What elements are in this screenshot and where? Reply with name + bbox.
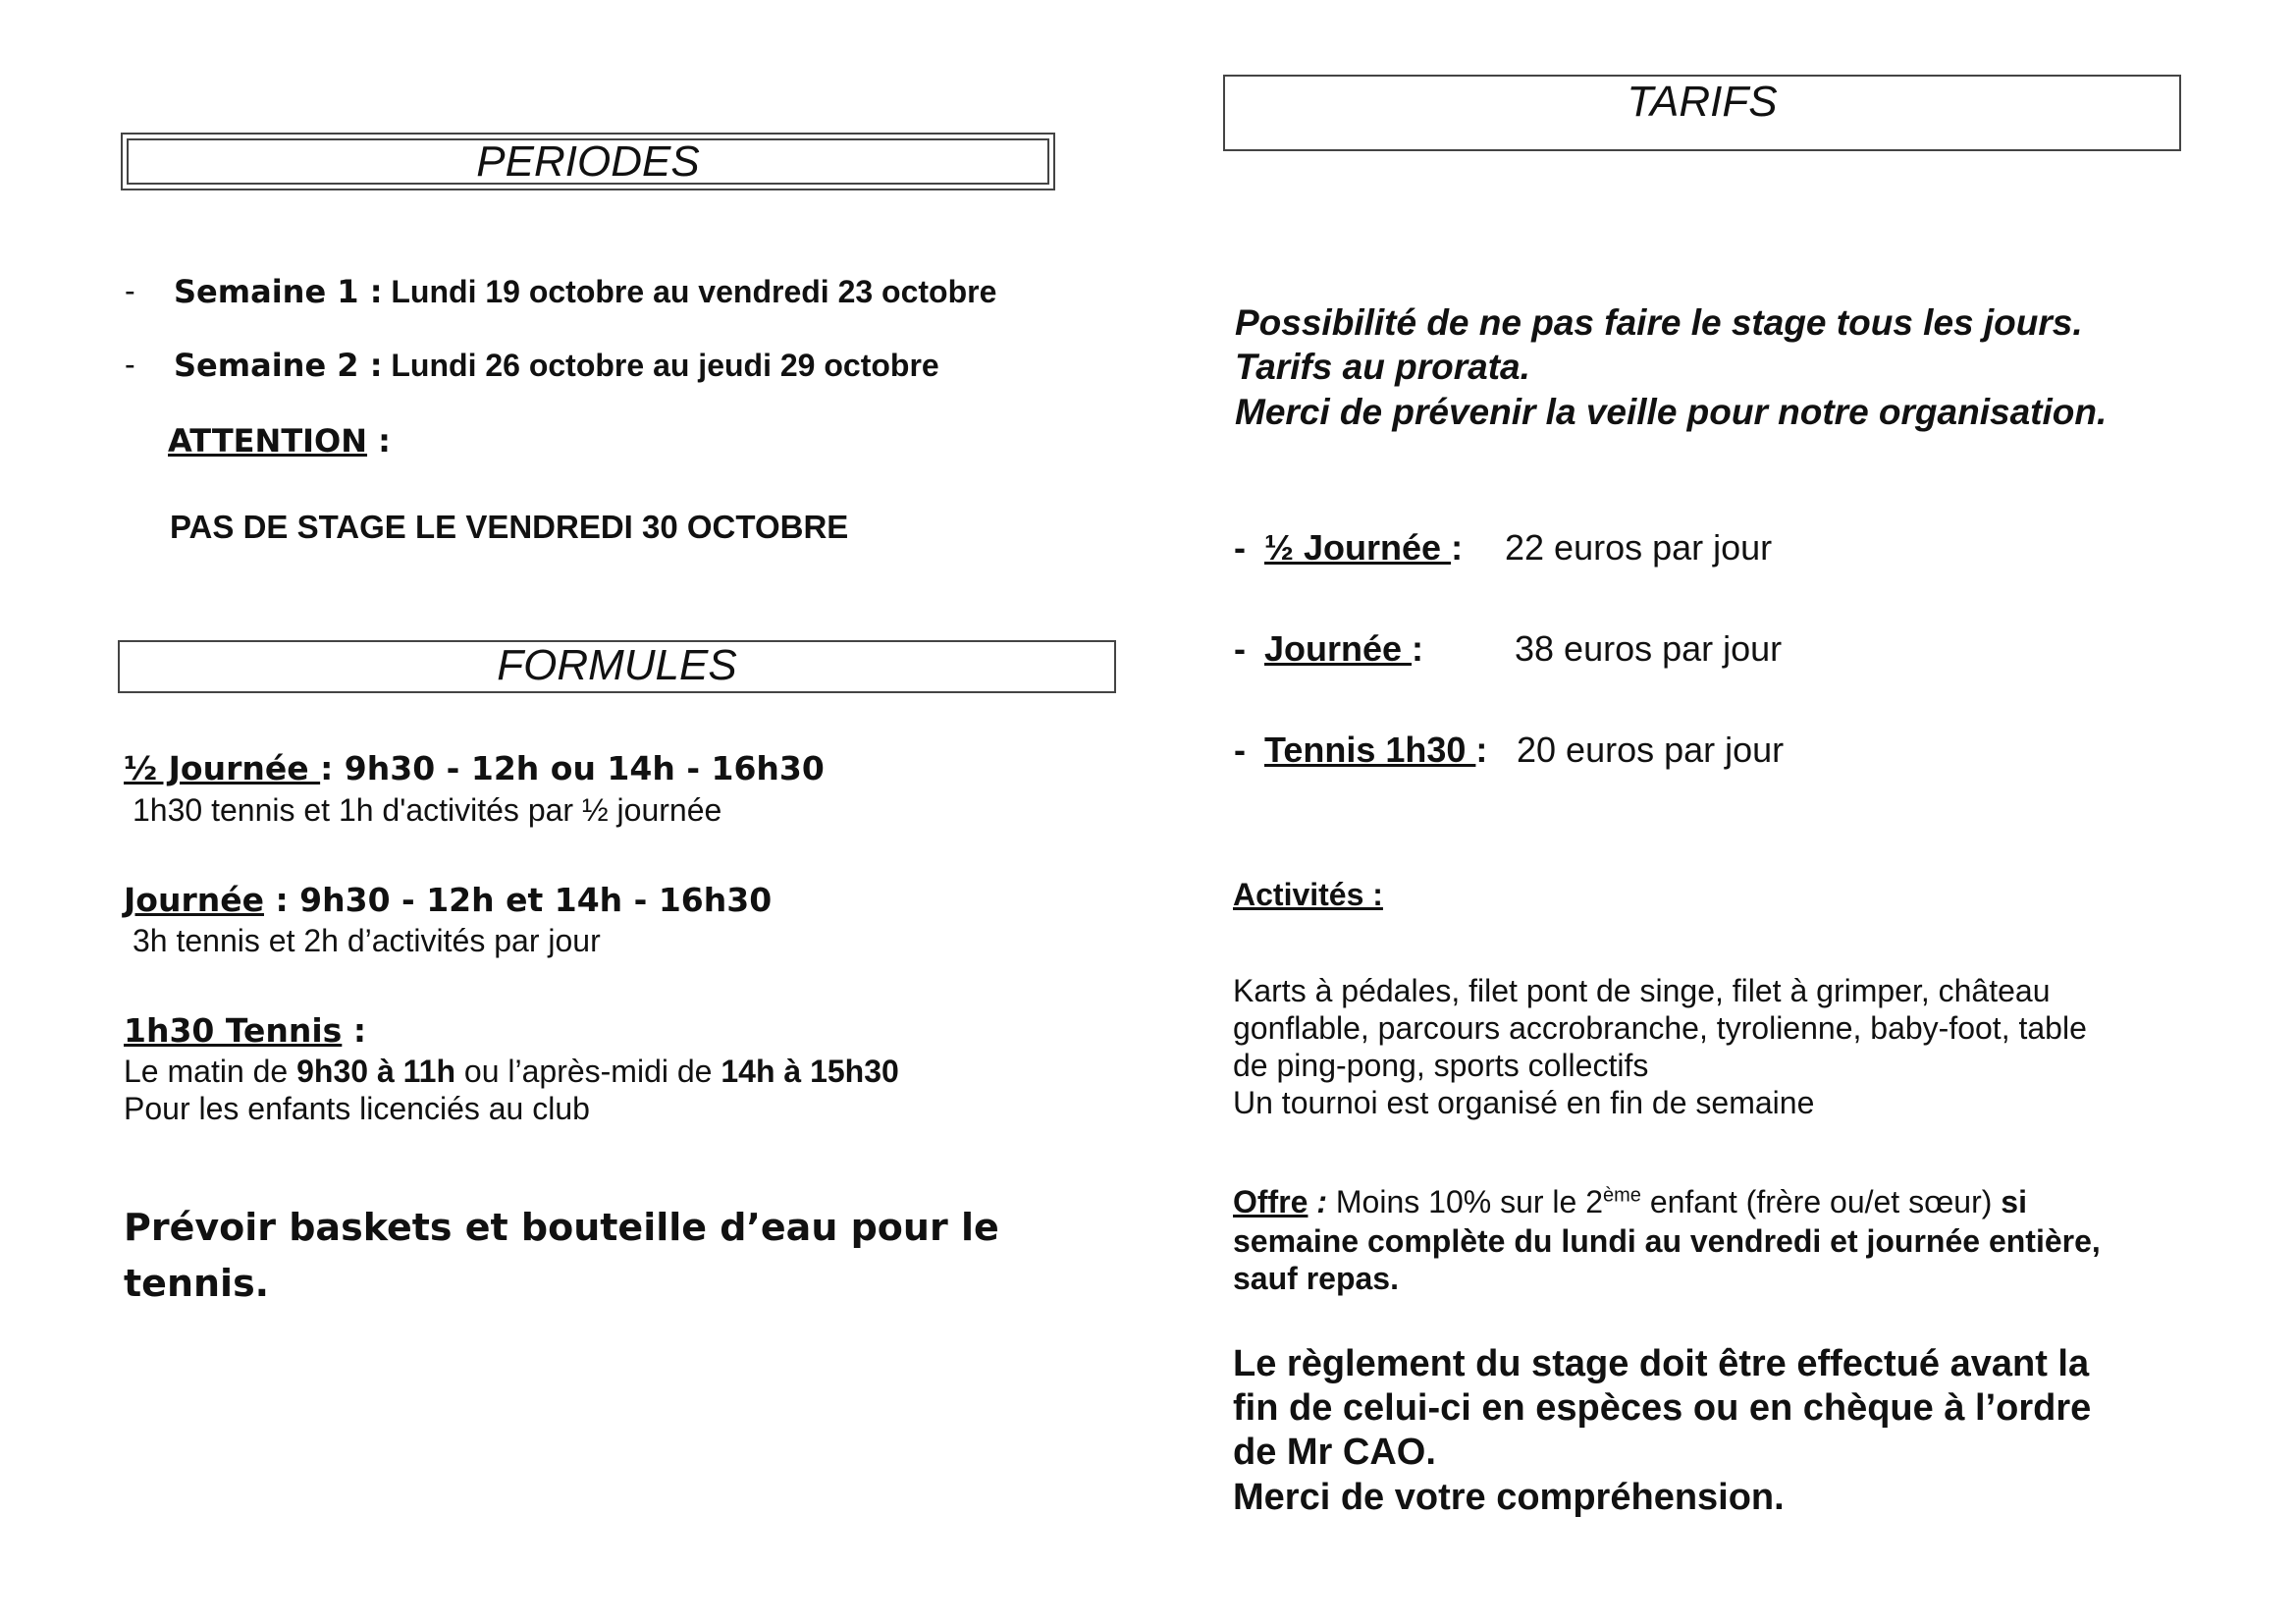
attention-label: ATTENTION <box>168 422 368 460</box>
tennis-colon: : <box>342 1011 367 1050</box>
periodes-header-box <box>121 133 1055 190</box>
no-stage-notice: PAS DE STAGE LE VENDREDI 30 OCTOBRE <box>170 509 849 545</box>
price-dash: - <box>1234 628 1246 669</box>
full-day-hours: : 9h30 - 12h et 14h - 16h30 <box>263 881 773 919</box>
half-day-formula <box>124 749 825 787</box>
reglement-line-2: fin de celui-ci en espèces ou en chèque à l’ordre <box>1233 1387 2092 1429</box>
prevoir-line-1: Prévoir baskets et bouteille d’eau pour le <box>124 1206 999 1249</box>
week1-line <box>125 273 135 309</box>
offre-colon: : <box>1308 1184 1327 1219</box>
activites-line-4: Un tournoi est organisé en fin de semaine <box>1233 1085 1815 1120</box>
week1-entry <box>174 273 996 310</box>
offre-sup: ème <box>1603 1184 1641 1207</box>
price-label: Journée <box>1264 628 1413 669</box>
reglement-line-4: Merci de votre compréhension. <box>1233 1477 1785 1518</box>
tennis-l1-b: 9h30 à 11h <box>296 1054 455 1089</box>
half-day-label: ½ Journée <box>124 749 321 787</box>
price-item-full-day <box>1264 628 1423 670</box>
formules-header-box <box>118 640 1116 693</box>
week2-text: Lundi 26 octobre au jeudi 29 octobre <box>391 348 939 383</box>
price-item-tennis <box>1264 730 1487 771</box>
price-sep: : <box>1475 730 1488 770</box>
tennis-l1-a: Le matin de <box>124 1054 297 1089</box>
half-day-desc: 1h30 tennis et 1h d'activités par ½ journée <box>133 792 722 828</box>
tennis-l1-c: ou l’après-midi de <box>455 1054 721 1089</box>
formules-title: FORMULES <box>497 641 737 689</box>
tennis-licensed: Pour les enfants licenciés au club <box>124 1091 590 1126</box>
attention-colon: : <box>367 422 391 460</box>
tarifs-title: TARIFS <box>1627 78 1778 126</box>
list-dash: - <box>125 273 135 308</box>
activites-line-3: de ping-pong, sports collectifs <box>1233 1048 1649 1083</box>
tennis-l1-d: 14h à 15h30 <box>721 1054 899 1089</box>
offre-line-1 <box>1233 1184 2027 1220</box>
activites-line-2: gonflable, parcours accrobranche, tyrolienne, baby-foot, table <box>1233 1010 2087 1046</box>
offre-text-a: Moins 10% sur le 2 <box>1327 1184 1604 1219</box>
offre-line-2: semaine complète du lundi au vendredi et journée entière, <box>1233 1223 2101 1259</box>
activites-title: Activités : <box>1233 877 1383 912</box>
reglement-line-1: Le règlement du stage doit être effectué avant la <box>1233 1343 2090 1384</box>
price-sep: : <box>1451 527 1464 568</box>
price-label: ½ Journée <box>1264 527 1452 568</box>
price-item-half-day <box>1264 527 1463 568</box>
price-label: Tennis 1h30 <box>1264 730 1476 770</box>
reglement-line-3: de Mr CAO. <box>1233 1432 1436 1473</box>
tennis-label: 1h30 Tennis <box>124 1011 343 1050</box>
tarifs-intro-2: Tarifs au prorata. <box>1235 347 1530 387</box>
full-day-formula <box>124 881 772 919</box>
price-value: 22 euros par jour <box>1505 527 1773 568</box>
attention-line <box>168 422 391 460</box>
tennis-hours <box>124 1054 899 1090</box>
activites-line-1: Karts à pédales, filet pont de singe, filet à grimper, château <box>1233 973 2051 1008</box>
tarifs-intro-1: Possibilité de ne pas faire le stage tous les jours. <box>1235 302 2083 343</box>
price-sep: : <box>1412 628 1424 669</box>
tarifs-intro-3: Merci de prévenir la veille pour notre organisation. <box>1235 392 2108 432</box>
offre-text-b: enfant (frère ou/et sœur) <box>1640 1184 2002 1219</box>
prevoir-line-2: tennis. <box>124 1262 270 1305</box>
price-value: 38 euros par jour <box>1515 628 1783 669</box>
price-value: 20 euros par jour <box>1517 730 1785 770</box>
full-day-desc: 3h tennis et 2h d’activités par jour <box>133 923 601 958</box>
week2-label: Semaine 2 : <box>174 347 383 384</box>
offre-line-3: sauf repas. <box>1233 1261 1399 1296</box>
offre-bold-a: si <box>2001 1184 2027 1219</box>
price-dash: - <box>1234 527 1246 568</box>
week1-label: Semaine 1 : <box>174 273 383 310</box>
week1-text: Lundi 19 octobre au vendredi 23 octobre <box>391 274 997 309</box>
periodes-title: PERIODES <box>476 137 700 186</box>
week2-entry <box>174 347 939 384</box>
full-day-label: Journée <box>124 881 264 919</box>
offre-label: Offre <box>1233 1184 1308 1219</box>
tennis-formula <box>124 1011 366 1050</box>
price-dash: - <box>1234 730 1246 770</box>
week2-line <box>125 347 135 383</box>
tarifs-header-box <box>1223 75 2181 151</box>
list-dash: - <box>125 347 135 382</box>
half-day-hours: : 9h30 - 12h ou 14h - 16h30 <box>320 749 825 787</box>
